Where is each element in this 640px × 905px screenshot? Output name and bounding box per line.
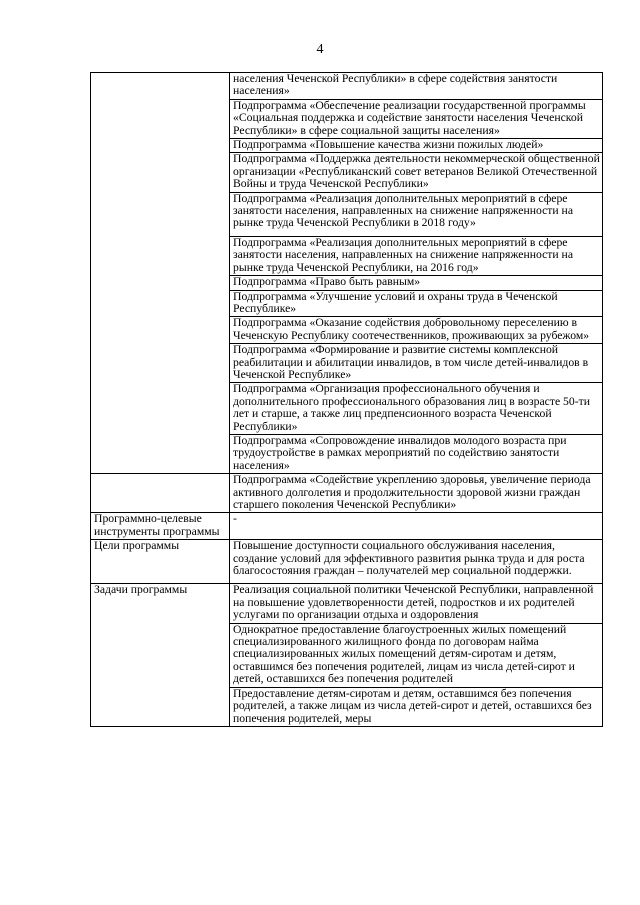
- row-label-cell: Цели программы: [91, 540, 230, 584]
- row-content-cell: Подпрограмма «Сопровождение инвалидов молодого возраста при трудоустройстве в рамках мероприятий по содействию занятости населения»: [230, 434, 603, 473]
- row-label-cell: Задачи программы: [91, 584, 230, 726]
- table-row: [91, 540, 603, 584]
- row-content-cell: -: [230, 513, 603, 540]
- row-content-cell: Подпрограмма «Оказание содействия добровольному переселению в Чеченскую Республику соотечественников, проживающих за рубежом»: [230, 317, 603, 344]
- row-content-cell: населения Чеченской Республики» в сфере содействия занятости населения»: [230, 73, 603, 100]
- row-content-cell: Подпрограмма «Организация профессионального обучения и дополнительного профессионального образования лиц в возрасте 50-ти лет и старше, а также лиц предпенсионного возраста Чеченской Республики»: [230, 383, 603, 435]
- table-row: [91, 73, 603, 100]
- program-passport-table: [90, 72, 603, 727]
- row-content-cell: Подпрограмма «Повышение качества жизни пожилых людей»: [230, 139, 603, 153]
- row-content-cell: Подпрограмма «Реализация дополнительных мероприятий в сфере занятости населения, направленных на снижение напряженности на рынке труда Чеченской Республики в 2018 году»: [230, 192, 603, 236]
- row-label-cell: [91, 474, 230, 513]
- row-label-cell: [91, 73, 230, 474]
- row-content-cell: Реализация социальной политики Чеченской Республики, направленной на повышение удовлетворенности детей, подростков и их родителей услугами по организации отдыха и оздоровления: [230, 584, 603, 623]
- table-row: [91, 584, 603, 623]
- table-row: [91, 513, 603, 540]
- page-number: 4: [316, 42, 324, 57]
- row-content-cell: Подпрограмма «Реализация дополнительных мероприятий в сфере занятости населения, направленных на снижение напряженности на рынке труда Чеченской Республики, на 2016 год»: [230, 236, 603, 275]
- row-content-cell: Подпрограмма «Обеспечение реализации государственной программы «Социальная поддержка и содействие занятости населения Чеченской Республики» в сфере социальной защиты населения»: [230, 99, 603, 138]
- row-content-cell: Подпрограмма «Улучшение условий и охраны труда в Чеченской Республике»: [230, 290, 603, 317]
- table-row: [91, 474, 603, 513]
- row-content-cell: Предоставление детям-сиротам и детям, оставшимся без попечения родителей, а также лицам из числа детей-сирот и детей, оставшихся без попечения родителей, меры: [230, 687, 603, 726]
- row-content-cell: Повышение доступности социального обслуживания населения, создание условий для эффективного развития рынка труда и для роста благосостояния граждан – получателей мер социальной поддержки.: [230, 540, 603, 584]
- row-content-cell: Подпрограмма «Формирование и развитие системы комплексной реабилитации и абилитации инвалидов, в том числе детей-инвалидов в Чеченской Республике»: [230, 344, 603, 383]
- row-content-cell: Однократное предоставление благоустроенных жилых помещений специализированного жилищного фонда по договорам найма специализированных жилых помещений детям-сиротам и детям, оставшимся без попечения родителей, лицам из числа детей-сирот и детей, оставшихся без попечения родителей: [230, 623, 603, 687]
- row-content-cell: Подпрограмма «Право быть равным»: [230, 276, 603, 290]
- row-content-cell: Подпрограмма «Поддержка деятельности некоммерческой общественной организации «Республиканский совет ветеранов Великой Отечественной Войны и труда Чеченской Республики»: [230, 153, 603, 192]
- row-label-cell: Программно-целевые инструменты программы: [91, 513, 230, 540]
- row-content-cell: Подпрограмма «Содействие укреплению здоровья, увеличение периода активного долголетия и продолжительности здоровой жизни граждан старшего поколения Чеченской Республики»: [230, 474, 603, 513]
